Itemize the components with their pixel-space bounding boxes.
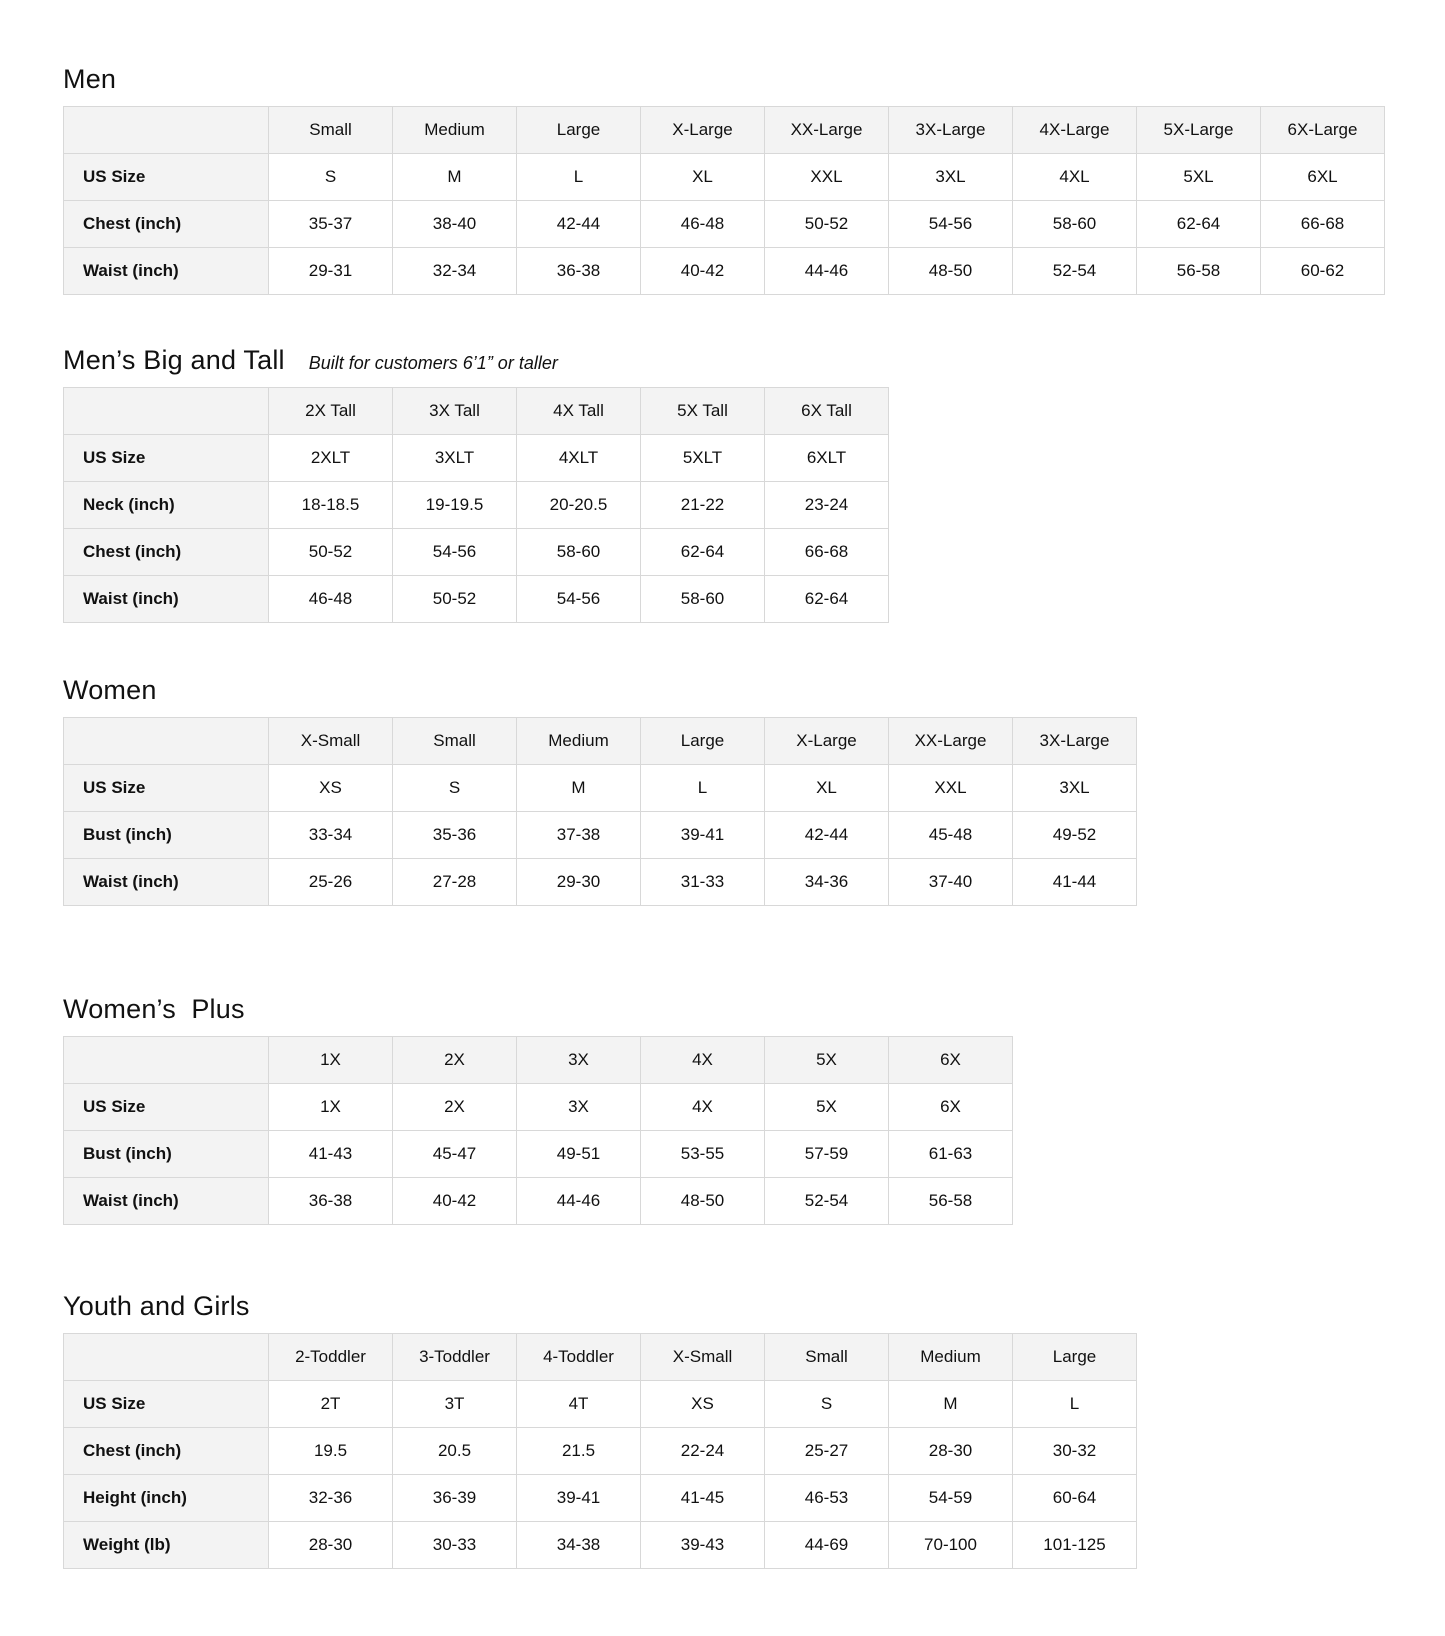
column-header: 5X [765, 1037, 889, 1084]
size-value-cell: 52-54 [765, 1178, 889, 1225]
size-value-cell: 30-33 [393, 1522, 517, 1569]
row-label: US Size [64, 1381, 269, 1428]
row-label: Chest (inch) [64, 1428, 269, 1475]
section-header-men [63, 64, 1445, 95]
size-value-cell: 29-31 [269, 248, 393, 295]
size-value-cell: L [641, 765, 765, 812]
size-value-cell: S [269, 154, 393, 201]
size-value-cell: XXL [889, 765, 1013, 812]
size-value-cell: 45-48 [889, 812, 1013, 859]
size-value-cell: 20-20.5 [517, 482, 641, 529]
size-value-cell: 36-38 [517, 248, 641, 295]
column-header: 5X-Large [1137, 107, 1261, 154]
size-value-cell: 56-58 [1137, 248, 1261, 295]
size-value-cell: 44-46 [517, 1178, 641, 1225]
table-row [64, 154, 1385, 201]
size-value-cell: 39-41 [641, 812, 765, 859]
size-value-cell: 58-60 [1013, 201, 1137, 248]
size-value-cell: 20.5 [393, 1428, 517, 1475]
size-value-cell: 57-59 [765, 1131, 889, 1178]
size-value-cell: 4X [641, 1084, 765, 1131]
column-header: 3X [517, 1037, 641, 1084]
table-row [64, 812, 1137, 859]
column-header: XX-Large [889, 718, 1013, 765]
size-value-cell: 38-40 [393, 201, 517, 248]
column-header: 4X [641, 1037, 765, 1084]
size-value-cell: 54-59 [889, 1475, 1013, 1522]
size-value-cell: 6X [889, 1084, 1013, 1131]
size-value-cell: L [517, 154, 641, 201]
size-table-womens-plus [63, 1036, 1013, 1225]
size-section-womens-plus [63, 994, 1445, 1225]
column-header: 2-Toddler [269, 1334, 393, 1381]
size-value-cell: 2T [269, 1381, 393, 1428]
table-header-row [64, 718, 1137, 765]
column-header: Small [765, 1334, 889, 1381]
size-value-cell: 3XL [889, 154, 1013, 201]
table-row [64, 576, 889, 623]
column-header: Small [269, 107, 393, 154]
table-row [64, 1428, 1137, 1475]
table-row [64, 1178, 1013, 1225]
size-value-cell: 101-125 [1013, 1522, 1137, 1569]
size-value-cell: 36-38 [269, 1178, 393, 1225]
size-value-cell: 37-40 [889, 859, 1013, 906]
size-value-cell: 39-43 [641, 1522, 765, 1569]
column-header: 4-Toddler [517, 1334, 641, 1381]
size-value-cell: 45-47 [393, 1131, 517, 1178]
size-value-cell: 27-28 [393, 859, 517, 906]
size-value-cell: 46-53 [765, 1475, 889, 1522]
size-table-youth-and-girls [63, 1333, 1137, 1569]
column-header: Large [1013, 1334, 1137, 1381]
table-row [64, 1475, 1137, 1522]
size-value-cell: 35-37 [269, 201, 393, 248]
corner-cell [64, 718, 269, 765]
size-value-cell: 44-69 [765, 1522, 889, 1569]
table-header-row [64, 1037, 1013, 1084]
table-header-row [64, 388, 889, 435]
section-title-men: Men [63, 64, 117, 94]
size-value-cell: 29-30 [517, 859, 641, 906]
row-label: US Size [64, 435, 269, 482]
size-value-cell: 58-60 [517, 529, 641, 576]
size-value-cell: 40-42 [641, 248, 765, 295]
size-value-cell: 42-44 [765, 812, 889, 859]
column-header: Medium [517, 718, 641, 765]
size-value-cell: 2XLT [269, 435, 393, 482]
size-value-cell: 34-38 [517, 1522, 641, 1569]
size-table-men [63, 106, 1385, 295]
size-value-cell: 40-42 [393, 1178, 517, 1225]
size-value-cell: 60-64 [1013, 1475, 1137, 1522]
size-value-cell: 54-56 [517, 576, 641, 623]
column-header: Large [641, 718, 765, 765]
section-subtitle-mens-big-and-tall: Built for customers 6’1” or taller [308, 353, 558, 373]
size-value-cell: 3X [517, 1084, 641, 1131]
size-value-cell: 25-27 [765, 1428, 889, 1475]
size-value-cell: S [765, 1381, 889, 1428]
column-header: Large [517, 107, 641, 154]
table-header-row [64, 1334, 1137, 1381]
column-header: X-Large [765, 718, 889, 765]
size-value-cell: XS [641, 1381, 765, 1428]
column-header: Medium [889, 1334, 1013, 1381]
column-header: X-Large [641, 107, 765, 154]
column-header: 6X Tall [765, 388, 889, 435]
size-value-cell: 3XL [1013, 765, 1137, 812]
size-value-cell: 49-52 [1013, 812, 1137, 859]
size-value-cell: 50-52 [765, 201, 889, 248]
size-value-cell: 19-19.5 [393, 482, 517, 529]
section-header-mens-big-and-tall [63, 345, 1445, 376]
size-value-cell: 25-26 [269, 859, 393, 906]
size-value-cell: 62-64 [1137, 201, 1261, 248]
size-value-cell: 22-24 [641, 1428, 765, 1475]
size-value-cell: XXL [765, 154, 889, 201]
size-value-cell: 6XLT [765, 435, 889, 482]
size-section-mens-big-and-tall [63, 345, 1445, 623]
corner-cell [64, 1037, 269, 1084]
table-row [64, 482, 889, 529]
size-table-mens-big-and-tall [63, 387, 889, 623]
table-row [64, 248, 1385, 295]
size-value-cell: 44-46 [765, 248, 889, 295]
size-value-cell: M [517, 765, 641, 812]
table-row [64, 1381, 1137, 1428]
column-header: 1X [269, 1037, 393, 1084]
section-title-womens-plus: Women’s Plus [63, 994, 245, 1024]
size-value-cell: 46-48 [269, 576, 393, 623]
size-value-cell: 48-50 [641, 1178, 765, 1225]
size-value-cell: 50-52 [269, 529, 393, 576]
column-header: 2X [393, 1037, 517, 1084]
row-label: Waist (inch) [64, 576, 269, 623]
section-header-women [63, 675, 1445, 706]
corner-cell [64, 1334, 269, 1381]
size-value-cell: 5XLT [641, 435, 765, 482]
size-value-cell: 41-45 [641, 1475, 765, 1522]
table-row [64, 859, 1137, 906]
size-value-cell: 62-64 [641, 529, 765, 576]
corner-cell [64, 107, 269, 154]
size-value-cell: 61-63 [889, 1131, 1013, 1178]
size-value-cell: 52-54 [1013, 248, 1137, 295]
column-header: Medium [393, 107, 517, 154]
size-value-cell: 28-30 [889, 1428, 1013, 1475]
size-value-cell: 1X [269, 1084, 393, 1131]
size-value-cell: 58-60 [641, 576, 765, 623]
size-value-cell: 21.5 [517, 1428, 641, 1475]
size-value-cell: 19.5 [269, 1428, 393, 1475]
size-value-cell: 21-22 [641, 482, 765, 529]
size-value-cell: 4XLT [517, 435, 641, 482]
size-section-women [63, 675, 1445, 906]
size-value-cell: 5X [765, 1084, 889, 1131]
size-value-cell: 23-24 [765, 482, 889, 529]
size-value-cell: 60-62 [1261, 248, 1385, 295]
column-header: 5X Tall [641, 388, 765, 435]
table-row [64, 201, 1385, 248]
table-row [64, 435, 889, 482]
column-header: X-Small [269, 718, 393, 765]
size-value-cell: 3XLT [393, 435, 517, 482]
section-title-youth-and-girls: Youth and Girls [63, 1291, 250, 1321]
row-label: Bust (inch) [64, 812, 269, 859]
row-label: US Size [64, 1084, 269, 1131]
size-value-cell: L [1013, 1381, 1137, 1428]
column-header: 3-Toddler [393, 1334, 517, 1381]
size-value-cell: 62-64 [765, 576, 889, 623]
size-section-youth-and-girls [63, 1291, 1445, 1569]
table-row [64, 1084, 1013, 1131]
corner-cell [64, 388, 269, 435]
size-value-cell: XL [641, 154, 765, 201]
size-value-cell: S [393, 765, 517, 812]
size-value-cell: 46-48 [641, 201, 765, 248]
row-label: Weight (lb) [64, 1522, 269, 1569]
size-value-cell: 3T [393, 1381, 517, 1428]
row-label: Height (inch) [64, 1475, 269, 1522]
size-value-cell: 2X [393, 1084, 517, 1131]
size-value-cell: 33-34 [269, 812, 393, 859]
row-label: Chest (inch) [64, 529, 269, 576]
size-value-cell: 34-36 [765, 859, 889, 906]
column-header: 6X [889, 1037, 1013, 1084]
size-value-cell: 42-44 [517, 201, 641, 248]
row-label: Chest (inch) [64, 201, 269, 248]
size-value-cell: 54-56 [889, 201, 1013, 248]
row-label: US Size [64, 765, 269, 812]
column-header: Small [393, 718, 517, 765]
size-value-cell: 54-56 [393, 529, 517, 576]
size-section-men [63, 64, 1445, 295]
size-value-cell: 28-30 [269, 1522, 393, 1569]
size-value-cell: XS [269, 765, 393, 812]
table-row [64, 529, 889, 576]
size-value-cell: 66-68 [1261, 201, 1385, 248]
size-value-cell: 32-34 [393, 248, 517, 295]
table-row [64, 1522, 1137, 1569]
size-value-cell: 37-38 [517, 812, 641, 859]
row-label: Bust (inch) [64, 1131, 269, 1178]
size-value-cell: 5XL [1137, 154, 1261, 201]
size-value-cell: 66-68 [765, 529, 889, 576]
column-header: 4X Tall [517, 388, 641, 435]
size-value-cell: 18-18.5 [269, 482, 393, 529]
table-header-row [64, 107, 1385, 154]
row-label: Waist (inch) [64, 859, 269, 906]
section-header-womens-plus [63, 994, 1445, 1025]
size-value-cell: 4XL [1013, 154, 1137, 201]
size-value-cell: 56-58 [889, 1178, 1013, 1225]
section-title-mens-big-and-tall: Men’s Big and Tall [63, 345, 285, 375]
section-header-youth-and-girls [63, 1291, 1445, 1322]
table-row [64, 765, 1137, 812]
size-value-cell: 70-100 [889, 1522, 1013, 1569]
size-value-cell: 35-36 [393, 812, 517, 859]
column-header: 6X-Large [1261, 107, 1385, 154]
size-value-cell: 53-55 [641, 1131, 765, 1178]
column-header: X-Small [641, 1334, 765, 1381]
size-value-cell: XL [765, 765, 889, 812]
row-label: US Size [64, 154, 269, 201]
size-value-cell: M [889, 1381, 1013, 1428]
size-value-cell: 36-39 [393, 1475, 517, 1522]
column-header: 3X-Large [889, 107, 1013, 154]
column-header: 4X-Large [1013, 107, 1137, 154]
size-value-cell: 31-33 [641, 859, 765, 906]
size-value-cell: 6XL [1261, 154, 1385, 201]
size-value-cell: 4T [517, 1381, 641, 1428]
section-title-women: Women [63, 675, 157, 705]
size-value-cell: 30-32 [1013, 1428, 1137, 1475]
row-label: Waist (inch) [64, 248, 269, 295]
size-value-cell: 39-41 [517, 1475, 641, 1522]
row-label: Neck (inch) [64, 482, 269, 529]
size-value-cell: 48-50 [889, 248, 1013, 295]
size-value-cell: 50-52 [393, 576, 517, 623]
column-header: 3X Tall [393, 388, 517, 435]
column-header: XX-Large [765, 107, 889, 154]
size-value-cell: M [393, 154, 517, 201]
size-value-cell: 41-44 [1013, 859, 1137, 906]
table-row [64, 1131, 1013, 1178]
size-value-cell: 32-36 [269, 1475, 393, 1522]
column-header: 2X Tall [269, 388, 393, 435]
row-label: Waist (inch) [64, 1178, 269, 1225]
size-value-cell: 49-51 [517, 1131, 641, 1178]
size-table-women [63, 717, 1137, 906]
size-value-cell: 41-43 [269, 1131, 393, 1178]
column-header: 3X-Large [1013, 718, 1137, 765]
